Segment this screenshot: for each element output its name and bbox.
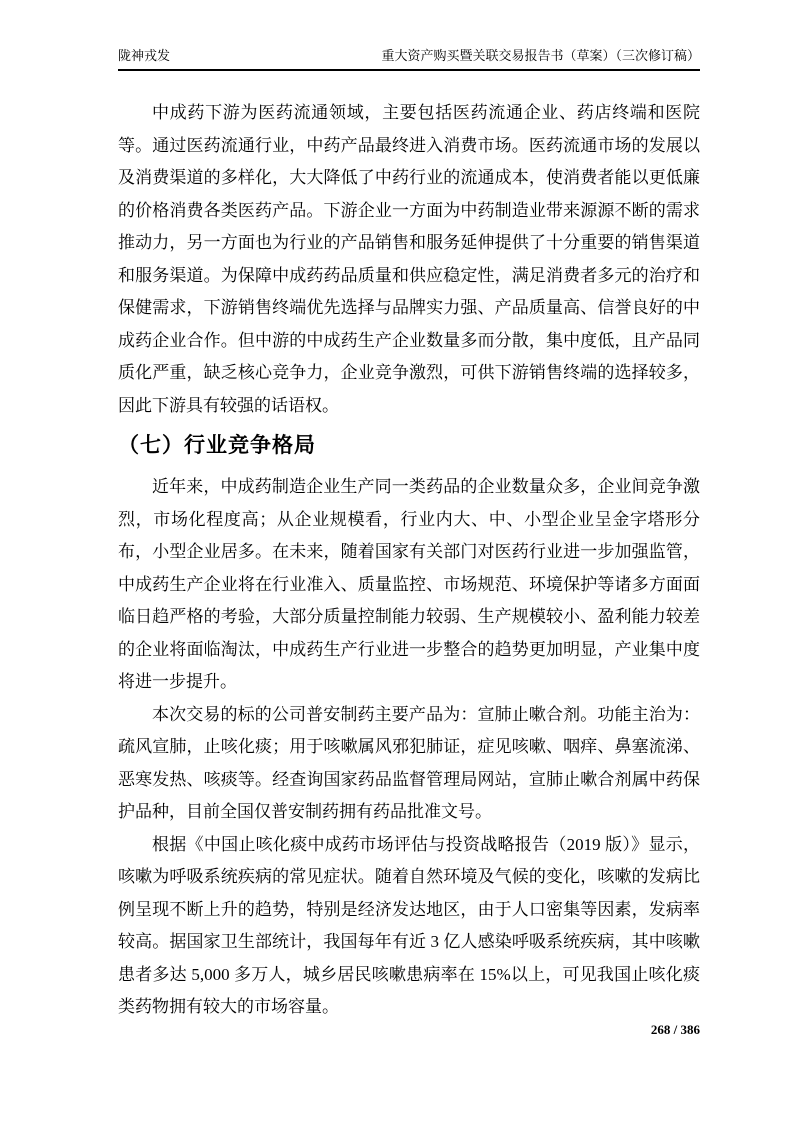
paragraph-market-report: 根据《中国止咳化痰中成药市场评估与投资战略报告（2019 版）》显示，咳嗽为呼吸系统疾病的常见症状。随着自然环境及气候的变化，咳嗽的发病比例呈现不断上升的趋势，特别是经济发达地区，由于人口密集等因素，发病率较高。据国家卫生部统计，我国每年有近 3 亿人感染呼吸系统疾病，其中咳嗽患者多达 5,000 多万人，城乡居民咳嗽患病率在 15%以上，可见我国止咳化痰类药物拥有较大的市场容量。	[118, 834, 700, 1016]
document-body	[118, 97, 700, 1024]
page-number: 268 / 386	[650, 1022, 700, 1037]
header-left-text: 陇神戎发	[118, 48, 171, 63]
page-footer	[651, 1021, 700, 1039]
header-right-text: 重大资产购买暨关联交易报告书（草案）（三次修订稿）	[381, 48, 700, 63]
paragraph-industry-competition: 近年来，中成药制造企业生产同一类药品的企业数量众多，企业间竞争激烈，市场化程度高；从企业规模看，行业内大、中、小型企业呈金字塔形分布，小型企业居多。在未来，随着国家有关部门对医药行业进一步加强监管，中成药生产企业将在行业准入、质量监控、市场规范、环境保护等诸多方面面临日趋严格的考验，大部分质量控制能力较弱、生产规模较小、盈利能力较差的企业将面临淘汰，中成药生产行业进一步整合的趋势更加明显，产业集中度将进一步提升。	[118, 477, 700, 691]
section-heading-competition: （七）行业竞争格局	[118, 434, 316, 457]
page-header	[118, 47, 700, 71]
paragraph-target-company-products: 本次交易的标的公司普安制药主要产品为：宣肺止嗽合剂。功能主治为：疏风宣肺，止咳化痰；用于咳嗽属风邪犯肺证，症见咳嗽、咽痒、鼻塞流涕、恶寒发热、咳痰等。经查询国家药品监督管理局网站，宣肺止嗽合剂属中药保护品种，目前全国仅普安制药拥有药品批准文号。	[118, 704, 700, 821]
paragraph-downstream-industry: 中成药下游为医药流通领域，主要包括医药流通企业、药店终端和医院等。通过医药流通行业，中药产品最终进入消费市场。医药流通市场的发展以及消费渠道的多样化，大大降低了中药行业的流通成本，使消费者能以更低廉的价格消费各类医药产品。下游企业一方面为中药制造业带来源源不断的需求推动力，另一方面也为行业的产品销售和服务延伸提供了十分重要的销售渠道和服务渠道。为保障中成药药品质量和供应稳定性，满足消费者多元的治疗和保健需求，下游销售终端优先选择与品牌实力强、产品质量高、信誉良好的中成药企业合作。但中游的中成药生产企业数量多而分散，集中度低，且产品同质化严重，缺乏核心竞争力，企业竞争激烈，可供下游销售终端的选择较多，因此下游具有较强的话语权。	[118, 103, 700, 415]
